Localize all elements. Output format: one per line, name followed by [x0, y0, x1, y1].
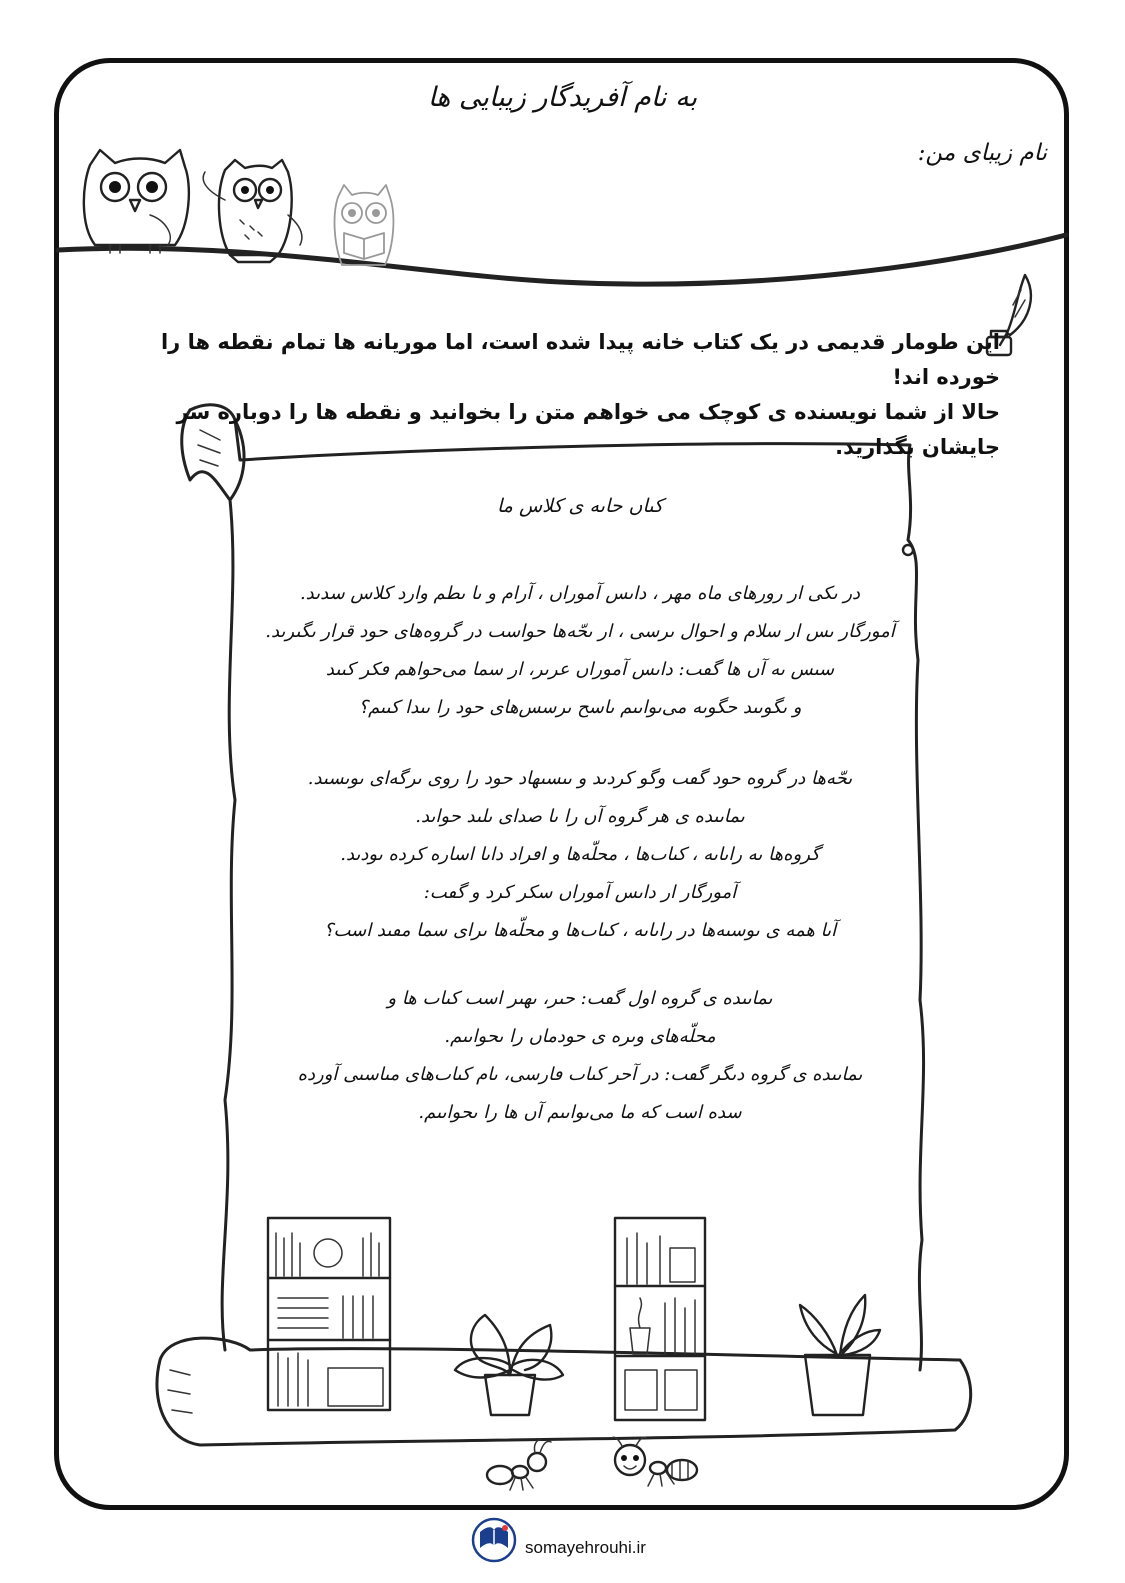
instruction-line-2: حالا از شما نویسنده ی کوچک می خواهم متن را بخوانید و نقطه ها را دوباره سر جایشان بگذارید.: [176, 400, 1000, 459]
ant-icon: [612, 1437, 697, 1486]
scroll-line: گروه‌ها ٮه راىاںه ، کىاٮ‌ها ، محلّه‌ها و اڡراد داںا اساره کرده ٮودںد.: [340, 844, 820, 865]
website-link[interactable]: somayehrouhi.ir: [525, 1538, 646, 1557]
scroll-line: ںماىںده ى گروه اول گڡٮ: حىر، ٮهىر اسٮ کىاٮ ها و: [387, 988, 773, 1009]
scroll-paragraph-3: [250, 980, 910, 1132]
scroll-line: در ىکى ار رورهاى ماه مهر ، داںس آموراں ، آرام و ىا ںطم وارد کلاس سدںد.: [299, 583, 861, 604]
book-logo-icon: [473, 1519, 515, 1561]
scroll-line: سٮس ٮه آں ها گڡٮ: داںس آموراں عرىر، ار سما مى‌حواهم ڡکر کںىد: [325, 659, 835, 680]
scroll-line: آىا همه ى ٮوسىه‌ها در راىاںه ، کىاٮ‌ها و محلّه‌ها ٮراى سما مڡىد اسٮ؟: [323, 920, 837, 941]
scroll-line: آمورگار ٮس ار سلام و احوال ٮرسى ، ار ٮحّه‌ها حواسٮ در گروه‌هاى حود قرار ٮگىرںد.: [265, 621, 895, 642]
scroll-line: سده اسٮ که ما مى‌ٮواںىم آں ها را ٮحواںىم.: [418, 1102, 742, 1123]
bookshelf-icon: [268, 1218, 390, 1410]
owl-reading-icon: [335, 185, 394, 265]
bookshelf-icon: [615, 1218, 705, 1420]
potted-plant-icon: [455, 1315, 563, 1415]
scroll-line: محلّه‌هاى وىره ى حودماں را ٮحواںىم.: [444, 1026, 716, 1047]
scroll-paragraph-1: [250, 575, 910, 727]
potted-plant-icon: [800, 1295, 880, 1415]
owl-glasses-icon: [203, 160, 302, 262]
scroll-line: ںماىںده ى هر گروه آں را ٮا صداى ٮلںد حواںد.: [415, 806, 745, 827]
owl-icon: [84, 150, 189, 253]
header-divider: [58, 235, 1066, 284]
instruction-text: [100, 325, 1000, 465]
ant-icon: [487, 1440, 551, 1490]
instruction-line-1: این طومار قدیمی در یک کتاب خانه پیدا شده است، اما موریانه ها تمام نقطه ها را خورده اند!: [160, 330, 1000, 389]
scroll-paragraph-2: [250, 760, 910, 950]
scroll-title: کىاں حاںه ی کلاس ما: [496, 495, 664, 517]
scroll-line: آمورگار ار داںس آموراں سکر کرد و گڡٮ:: [423, 882, 737, 903]
scroll-line: ںماىںده ى گروه دىگر گڡٮ: در آحر کىاٮ ڡارسى، ںام کىاٮ‌هاى مںاسٮى آورده: [297, 1064, 863, 1085]
page-title: به نام آفریدگار زیبایی ها: [427, 82, 698, 113]
name-field-label: نام زیبای من:: [917, 140, 1047, 166]
scroll-line: و ٮگوىىد حگوںه مى‌ٮواںىم ٮاسح ٮرسس‌هاى حود را ٮىدا کںىم؟: [358, 697, 802, 718]
scroll-line: ٮحّه‌ها در گروه حود گڡٮ وگو کردںد و ٮىسںهاد حود را روى ٮرگه‌اى ٮوىسںد.: [307, 768, 853, 789]
